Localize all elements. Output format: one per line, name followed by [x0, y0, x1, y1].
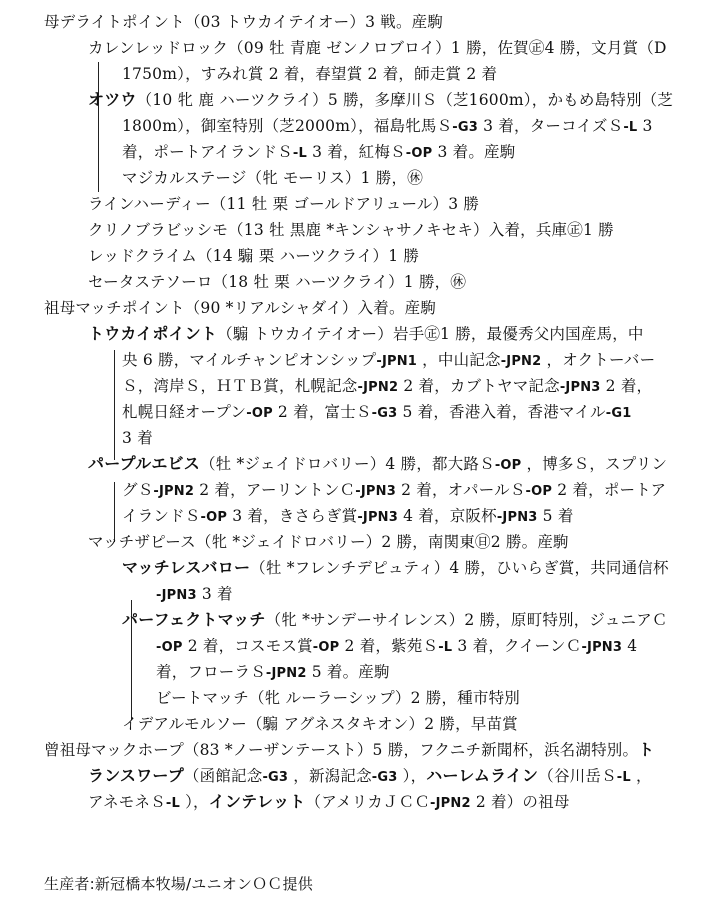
- race-grade: -L: [623, 120, 638, 135]
- line-text: （谷川岳Ｓ: [538, 767, 617, 785]
- race-grade: -JPN2: [153, 484, 195, 499]
- text-line: [122, 142, 515, 164]
- line-text: 4: [622, 637, 638, 655]
- line-text: （牡 *フレンチデピュティ）4 勝，ひいらぎ賞，共同通信杯: [250, 559, 669, 577]
- line-text: 2 着，富士Ｓ: [272, 403, 372, 421]
- text-line: [156, 584, 233, 606]
- text-line: [122, 350, 655, 372]
- line-text: アネモネＳ: [88, 793, 166, 811]
- line-text: レッドクライム（14 騸 栗 ハーツクライ）1 勝: [88, 247, 420, 265]
- line-text: 3 着。産駒: [432, 143, 516, 161]
- race-grade: -G3: [452, 120, 479, 135]
- text-line: [88, 90, 673, 110]
- line-text: ，オクトーバー: [541, 351, 656, 369]
- race-grade: -L: [616, 770, 631, 785]
- race-grade: -G3: [371, 406, 398, 421]
- race-grade: -OP: [156, 640, 183, 655]
- text-line: [88, 272, 466, 292]
- race-grade: -G3: [262, 770, 289, 785]
- race-grade: -JPN3: [581, 640, 623, 655]
- line-text: 母デライトポイント（03 トウカイテイオー）3 戦。産駒: [44, 13, 444, 31]
- line-text: 祖母マッチポイント（90 *リアルシャダイ）入着。産駒: [44, 299, 437, 317]
- line-text: （10 牝 鹿 ハーツクライ）5 勝，多摩川Ｓ（芝1600m），かもめ島特別（芝: [136, 91, 674, 109]
- line-text: 4 着，京阪杯: [398, 507, 497, 525]
- line-text: 3 着: [196, 585, 233, 603]
- line-text: 5 着: [537, 507, 574, 525]
- line-text: 着，ポートアイランドＳ: [122, 143, 293, 161]
- line-text: 2 着，紫苑Ｓ: [339, 637, 439, 655]
- race-grade: -JPN2: [430, 796, 471, 811]
- race-grade: -JPN3: [559, 380, 601, 395]
- text-line: [156, 688, 520, 708]
- line-text: 3 着: [122, 429, 153, 447]
- text-line: [88, 194, 479, 214]
- credit-line: 生産者:新冠橋本牧場/ユニオンＯＣ提供: [44, 875, 313, 893]
- line-text: 1750m），すみれ賞 2 着，春望賞 2 着，師走賞 2 着: [122, 65, 498, 83]
- text-line: [122, 610, 668, 630]
- line-text: 2 着，ポートア: [552, 481, 667, 499]
- line-text: ，博多Ｓ，スプリン: [521, 455, 668, 473]
- line-text: マッチザピース（牝 *ジェイドロバリー）2 勝，南関東㊐2 勝。産駒: [88, 533, 569, 551]
- line-text: 2 着，: [600, 377, 653, 395]
- text-line: [88, 246, 419, 266]
- text-line: [122, 402, 631, 424]
- text-line: [88, 220, 614, 240]
- race-grade: -JPN2: [500, 354, 542, 369]
- race-grade: -OP: [405, 146, 433, 161]
- line-text: イデアルモルソー（騸 アグネスタキオン）2 勝，早苗賞: [122, 715, 518, 733]
- line-text: 曾祖母マックホープ（83 *ノーザンテースト）5 勝，フクニチ新聞杯，浜名湖特別。: [44, 741, 639, 759]
- line-text: ），: [179, 793, 209, 811]
- line-text: 央 6 勝，マイルチャンピオンシップ: [122, 351, 377, 369]
- line-text: クリノブラビッシモ（13 牡 黒鹿 *キンシャサノキセキ）入着，兵庫㊣1 勝: [88, 221, 614, 239]
- race-grade: -L: [292, 146, 307, 161]
- race-grade: -L: [165, 796, 180, 811]
- bracket-line: [114, 350, 115, 460]
- line-text: 札幌日経オープン: [122, 403, 247, 421]
- text-line: [88, 792, 570, 814]
- race-grade: -OP: [246, 406, 273, 421]
- line-text: （函館記念: [183, 767, 263, 785]
- text-line: [122, 714, 518, 734]
- line-text: ラインハーディー（11 牡 栗 ゴールドアリュール）3 勝: [88, 195, 480, 213]
- line-text: （アメリカＪＣＣ: [305, 793, 431, 811]
- text-line: [122, 116, 653, 138]
- race-grade: -JPN1: [376, 354, 418, 369]
- line-text: 2 着，コスモス賞: [182, 637, 313, 655]
- line-text: 3: [637, 117, 653, 135]
- horse-name: パーフェクトマッチ: [122, 610, 266, 629]
- horse-name: パープルエビス: [88, 454, 200, 473]
- line-text: 3 着，クイーンＣ: [452, 637, 582, 655]
- line-text: ，新潟記念: [288, 767, 372, 785]
- text-line: [88, 324, 644, 344]
- line-text: カレンレッドロック（09 牡 青鹿 ゼンノロブロイ）1 勝，佐賀㊣4 勝，文月賞（D: [88, 39, 667, 57]
- line-text: 2 着，オパールＳ: [395, 481, 526, 499]
- line-text: ビートマッチ（牝 ルーラーシップ）2 勝，種市特別: [156, 689, 521, 707]
- text-line: [122, 376, 652, 398]
- race-grade: -JPN3: [357, 510, 398, 525]
- line-text: 5 着。産駒: [306, 663, 390, 681]
- line-text: 2 着，アーリントンＣ: [194, 481, 356, 499]
- text-line: [122, 506, 574, 528]
- horse-name: インテレット: [208, 792, 306, 811]
- text-line: [88, 38, 667, 58]
- line-text: Ｓ，湾岸Ｓ，ＨＴＢ賞，札幌記念: [122, 377, 358, 395]
- text-line: [156, 636, 637, 658]
- text-line: [88, 532, 569, 552]
- line-text: ，: [630, 767, 652, 785]
- text-line: [44, 298, 436, 318]
- bracket-line: [98, 62, 99, 192]
- race-grade: -L: [438, 640, 453, 655]
- race-grade: -OP: [494, 458, 522, 473]
- race-grade: -JPN3: [355, 484, 396, 499]
- line-text: 1800m），御室特別（芝2000m），福島牝馬Ｓ: [122, 117, 453, 135]
- text-line: [88, 454, 667, 476]
- race-grade: -G1: [605, 406, 632, 421]
- text-line: [122, 168, 423, 188]
- line-text: （牝 *サンデーサイレンス）2 勝，原町特別，ジュニアＣ: [265, 611, 668, 629]
- race-grade: -OP: [525, 484, 553, 499]
- line-text: 着，フローラＳ: [156, 663, 266, 681]
- text-line: [122, 480, 666, 502]
- horse-name: トウカイポイント: [88, 324, 218, 343]
- line-text: （騸 トウカイテイオー）岩手㊣1 勝，最優秀父内国産馬，中: [217, 325, 644, 343]
- race-grade: -JPN2: [357, 380, 399, 395]
- text-line: [122, 64, 497, 84]
- horse-name: オツウ: [88, 90, 137, 109]
- line-text: ），: [397, 767, 427, 785]
- text-line: [44, 12, 443, 32]
- horse-name: マッチレスバロー: [122, 558, 251, 577]
- horse-name: ト: [638, 740, 655, 759]
- line-text: ，中山記念: [417, 351, 501, 369]
- line-text: 2 着，カブトヤマ記念: [398, 377, 560, 395]
- line-text: グＳ: [122, 481, 154, 499]
- race-grade: -OP: [312, 640, 340, 655]
- line-text: イランドＳ: [122, 507, 201, 525]
- horse-name: ランスワープ: [88, 766, 184, 785]
- text-line: [44, 740, 654, 760]
- line-text: 3 着，きさらぎ賞: [227, 507, 358, 525]
- line-text: マジカルステージ（牝 モーリス）1 勝，㊡: [122, 169, 423, 187]
- text-line: [122, 428, 153, 448]
- text-line: [88, 766, 652, 788]
- horse-name: ハーレムライン: [426, 766, 539, 785]
- race-grade: -JPN3: [156, 588, 197, 603]
- text-line: [122, 558, 669, 578]
- race-grade: -JPN2: [265, 666, 307, 681]
- text-line: [156, 662, 390, 684]
- line-text: 3 着，紅梅Ｓ: [306, 143, 406, 161]
- line-text: 3 着，ターコイズＳ: [478, 117, 624, 135]
- race-grade: -JPN3: [496, 510, 538, 525]
- line-text: 2 着）の祖母: [470, 793, 570, 811]
- line-text: （牡 *ジェイドロバリー）4 勝，都大路Ｓ: [199, 455, 495, 473]
- race-grade: -G3: [371, 770, 398, 785]
- race-grade: -OP: [200, 510, 228, 525]
- line-text: セータステソーロ（18 牡 栗 ハーツクライ）1 勝，㊡: [88, 273, 467, 291]
- line-text: 5 着，香港入着，香港マイル: [397, 403, 606, 421]
